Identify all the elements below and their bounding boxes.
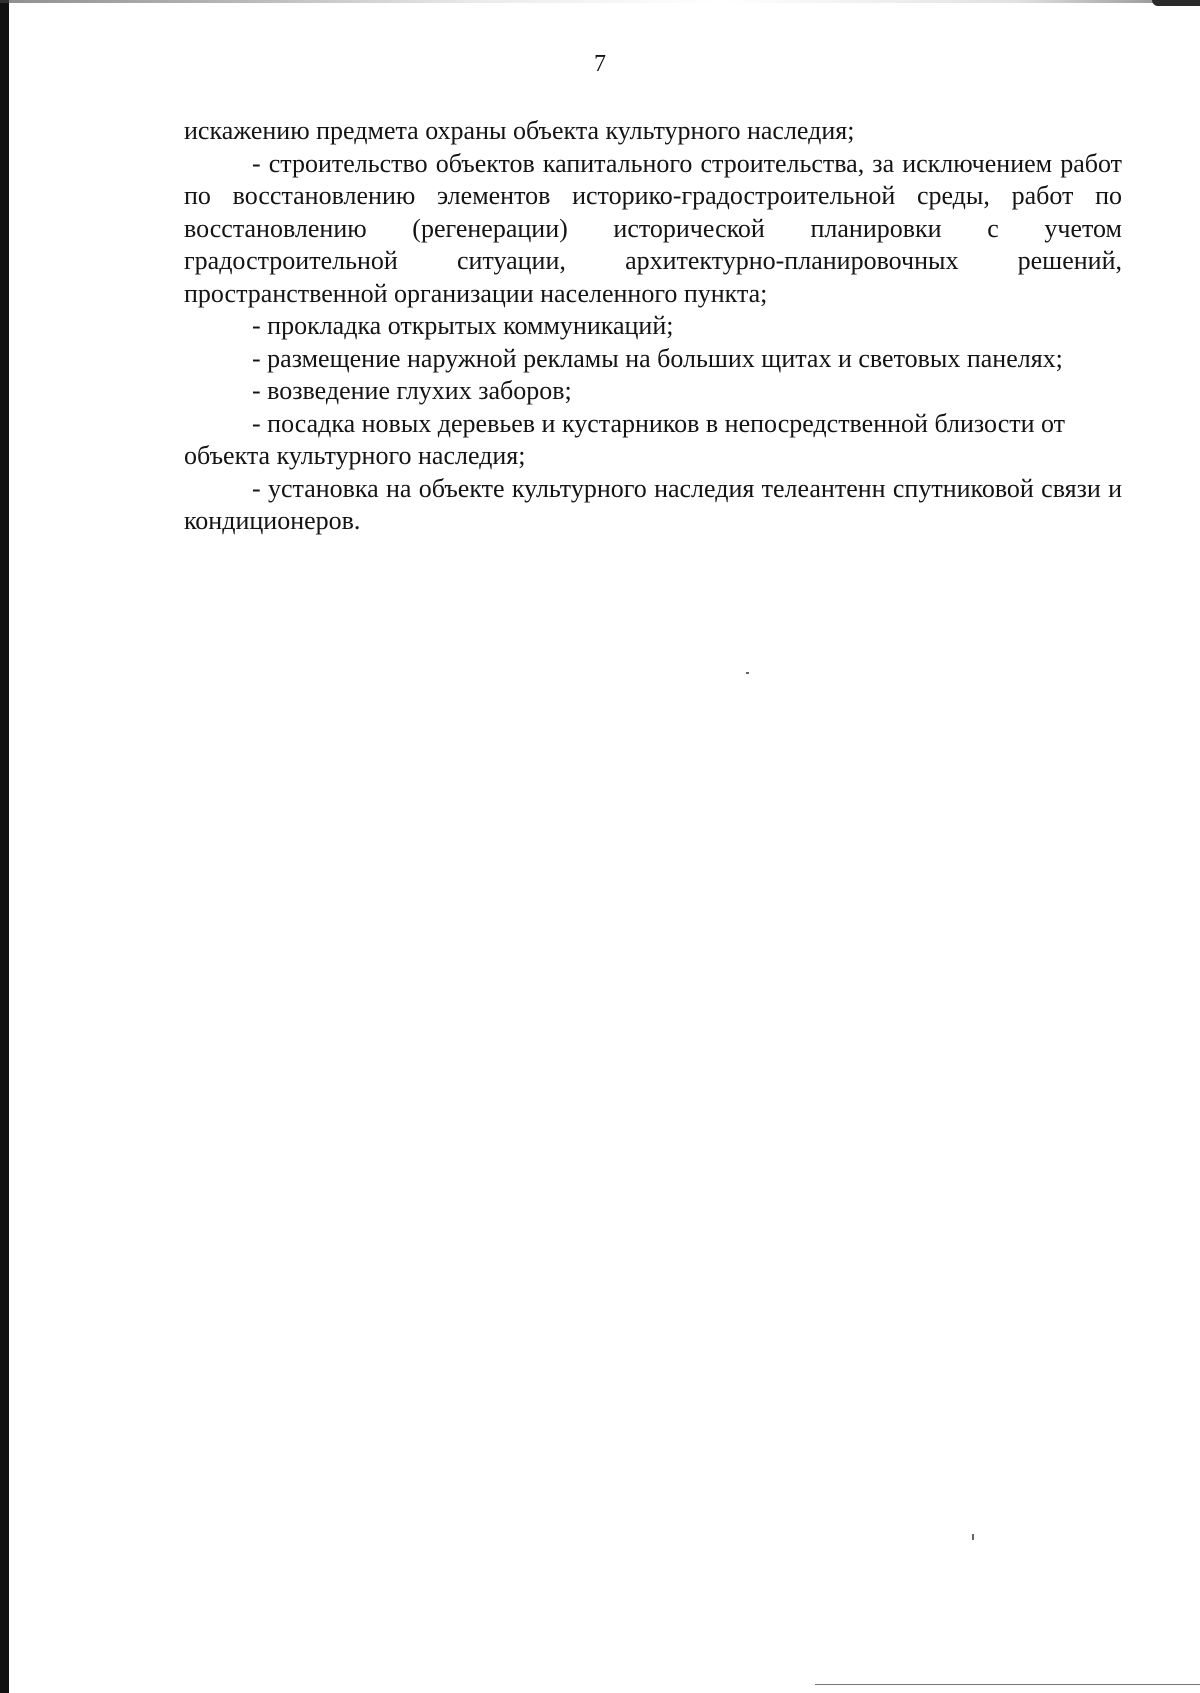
scan-corner-mark [1152, 0, 1200, 6]
list-item: - возведение глухих заборов; [252, 376, 572, 405]
scan-bottom-line [815, 1684, 1200, 1685]
list-item: - прокладка открытых коммуникаций; [252, 311, 674, 340]
scan-speck [746, 672, 749, 674]
paragraph: искажению предмета охраны объекта культурного наследия; [184, 116, 855, 145]
list-item: - строительство объектов капитального строительства, за исключением работ по восстановлению элементов историко-градостроительной среды, работ по восстановлению (регенерации) исторической планировки с учетом градостроительной ситуации, архитектурно-планировочных решений, пространственной организации населенного пункта; [184, 148, 1122, 308]
list-item: - установка на объекте культурного наследия телеантенн спутниковой связи и кондиционеров. [184, 473, 1122, 535]
scan-edge-top [0, 0, 1200, 3]
page-number: 7 [594, 51, 606, 77]
list-item: - размещение наружной рекламы на больших щитах и световых панелях; [252, 343, 1063, 373]
document-body [184, 115, 1122, 538]
scan-edge-left [0, 0, 9, 1693]
scan-speck [972, 1534, 974, 1540]
list-item: - посадка новых деревьев и кустарников в непосредственной близости от объекта культурного наследия; [184, 408, 1066, 470]
